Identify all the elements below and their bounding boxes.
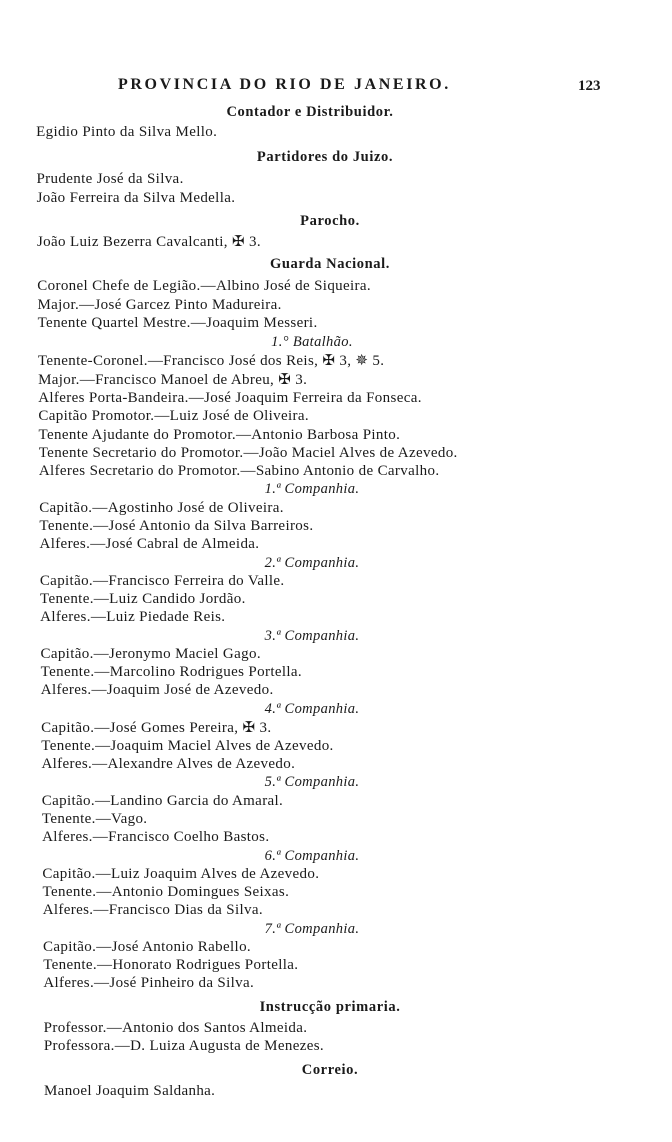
list-entry: Tenente Quartel Mestre.—Joaquim Messeri. xyxy=(37,315,318,331)
list-entry: Capitão Promotor.—Luiz José de Oliveira. xyxy=(38,408,310,424)
list-entry: Alferes.—Joaquim José de Azevedo. xyxy=(40,682,274,698)
list-entry: Tenente Ajudante do Promotor.—Antonio Barbosa Pinto. xyxy=(38,427,401,443)
page-number: 123 xyxy=(578,78,601,94)
list-entry: João Luiz Bezerra Cavalcanti, ✠ 3. xyxy=(36,234,261,250)
list-entry: Tenente Secretario do Promotor.—João Maciel Alves de Azevedo. xyxy=(38,445,458,461)
list-entry: Tenente.—Marcolino Rodrigues Portella. xyxy=(40,664,302,680)
section-heading: Parocho. xyxy=(300,213,360,229)
list-entry: Tenente.—Joaquim Maciel Alves de Azevedo. xyxy=(41,738,334,754)
subsection-heading: 3.ª Companhia. xyxy=(264,628,360,644)
list-entry: Alferes Porta-Bandeira.—José Joaquim Ferreira da Fonseca. xyxy=(38,390,422,406)
list-entry: Tenente.—Antonio Domingues Seixas. xyxy=(42,884,290,900)
list-entry: Major.—Francisco Manoel de Abreu, ✠ 3. xyxy=(38,372,308,388)
list-entry: Tenente.—Honorato Rodrigues Portella. xyxy=(43,957,299,973)
subsection-heading: 1.ª Companhia. xyxy=(264,481,360,497)
list-entry: Coronel Chefe de Legião.—Albino José de Siqueira. xyxy=(37,278,372,294)
list-entry: Capitão.—Landino Garcia do Amaral. xyxy=(41,793,284,809)
list-entry: Tenente.—Vago. xyxy=(41,811,148,827)
section-heading: Partidores do Juizo. xyxy=(256,149,394,165)
list-entry: Alferes.—José Cabral de Almeida. xyxy=(39,536,260,552)
section-heading: Guarda Nacional. xyxy=(270,256,390,272)
list-entry: Capitão.—Agostinho José de Oliveira. xyxy=(39,500,284,516)
list-entry: Manoel Joaquim Saldanha. xyxy=(44,1083,216,1099)
list-entry: Alferes.—Francisco Dias da Silva. xyxy=(42,902,263,918)
list-entry: Alferes.—Alexandre Alves de Azevedo. xyxy=(41,756,296,772)
list-entry: João Ferreira da Silva Medella. xyxy=(36,190,236,206)
list-entry: Prudente José da Silva. xyxy=(36,171,184,187)
list-entry: Capitão.—José Gomes Pereira, ✠ 3. xyxy=(41,720,272,736)
list-entry: Alferes.—Francisco Coelho Bastos. xyxy=(42,829,270,845)
subsection-heading: 6.ª Companhia. xyxy=(264,848,360,864)
subsection-heading: 1.° Batalhão. xyxy=(271,334,353,350)
running-head-title: PROVINCIA DO RIO DE JANEIRO. xyxy=(118,76,451,93)
list-entry: Major.—José Garcez Pinto Madureira. xyxy=(37,297,282,313)
list-entry: Capitão.—Jeronymo Maciel Gago. xyxy=(40,646,261,662)
list-entry: Capitão.—Francisco Ferreira do Valle. xyxy=(39,573,285,589)
list-entry: Tenente.—José Antonio da Silva Barreiros. xyxy=(39,518,314,534)
list-entry: Alferes.—José Pinheiro da Silva. xyxy=(43,975,255,991)
subsection-heading: 4.ª Companhia. xyxy=(264,701,360,717)
list-entry: Capitão.—Luiz Joaquim Alves de Azevedo. xyxy=(42,866,320,882)
section-heading: Correio. xyxy=(301,1062,359,1078)
section-heading: Contador e Distribuidor. xyxy=(226,104,394,120)
list-entry: Egidio Pinto da Silva Mello. xyxy=(36,124,218,140)
list-entry: Alferes Secretario do Promotor.—Sabino Antonio de Carvalho. xyxy=(38,463,440,479)
subsection-heading: 2.ª Companhia. xyxy=(264,555,360,571)
list-entry: Capitão.—José Antonio Rabello. xyxy=(43,939,252,955)
subsection-heading: 5.ª Companhia. xyxy=(264,774,360,790)
section-heading: Instrucção primaria. xyxy=(259,999,401,1015)
list-entry: Tenente.—Luiz Candido Jordão. xyxy=(40,591,246,607)
list-entry: Professora.—D. Luiza Augusta de Menezes. xyxy=(43,1038,325,1054)
list-entry: Tenente-Coronel.—Francisco José dos Reis, ✠ 3, ✵ 5. xyxy=(37,353,385,369)
list-entry: Alferes.—Luiz Piedade Reis. xyxy=(40,609,226,625)
subsection-heading: 7.ª Companhia. xyxy=(264,921,360,937)
list-entry: Professor.—Antonio dos Santos Almeida. xyxy=(43,1020,308,1036)
